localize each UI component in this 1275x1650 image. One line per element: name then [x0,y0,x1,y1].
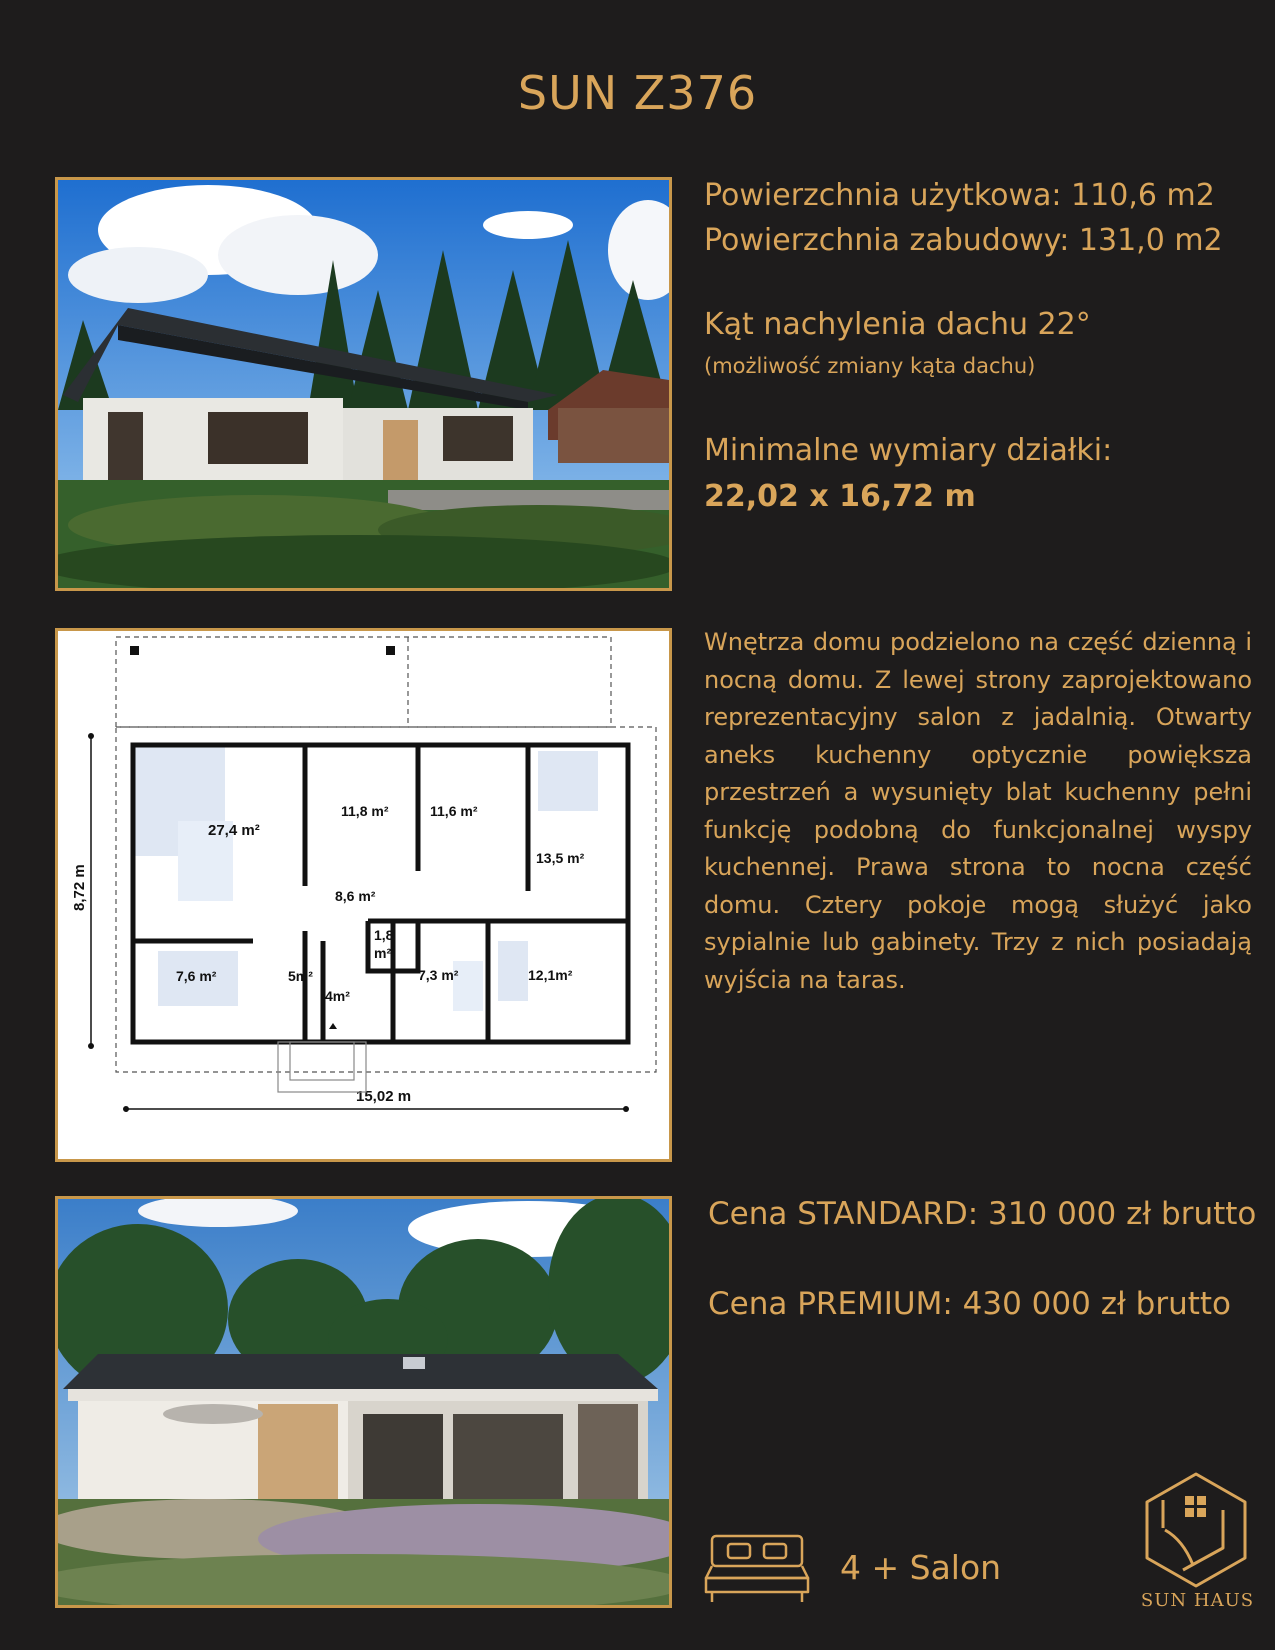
price-premium: Cena PREMIUM: 430 000 zł brutto [708,1286,1231,1322]
roof-angle-note: (możliwość zmiany kąta dachu) [704,354,1036,378]
house-front-photo [55,177,672,591]
built-area: Powierzchnia zabudowy: 131,0 m2 [704,223,1223,258]
room-area-4: 12,1m² [528,967,573,983]
room-area-hall: 8,6 m² [335,888,376,904]
plot-label: Minimalne wymiary działki: [704,433,1113,468]
rooms-count: 4 + Salon [840,1548,1002,1587]
room-area-pantry: 5m² [288,968,313,984]
house-logo-icon [1143,1470,1249,1590]
room-area-3: 13,5 m² [536,850,585,866]
house-back-photo [55,1196,672,1608]
roof-angle: Kąt nachylenia dachu 22° [704,307,1091,342]
plan-width-dimension: 15,02 m [356,1088,412,1105]
bed-icon [704,1532,810,1604]
room-area-salon: 27,4 m² [208,822,260,839]
room-area-1: 11,8 m² [341,803,389,819]
usable-area: Powierzchnia użytkowa: 110,6 m2 [704,178,1215,213]
room-area-bath: 7,3 m² [418,967,459,983]
plan-depth-dimension: 8,72 m [71,864,88,911]
plot-dimensions: 22,02 x 16,72 m [704,479,976,514]
room-area-vestibule: 4m² [325,988,350,1004]
room-area-kitchen: 7,6 m² [176,968,217,984]
description: Wnętrza domu podzielono na część dzienną i nocną domu. Z lewej strony zaprojektowano reprezentacyjny salon z jadalnią. Otwarty aneks kuchenny optycznie powiększa przestrzeń a wysunięty blat kuchenny pełni funkcję podobną do funkcjonalnej wyspy kuchennej. Prawa strona to nocna część domu. Cztery pokoje mogą służyć jako sypialnie lub gabinety. Trzy z nich posiadają wyjścia na taras. [704,628,1252,994]
room-area-wc: 1,8 [374,927,394,943]
floor-plan [55,628,672,1162]
price-standard: Cena STANDARD: 310 000 zł brutto [708,1196,1257,1232]
room-area-2: 11,6 m² [430,803,478,819]
brand-name: SUN HAUS [1140,1590,1255,1611]
page-title: SUN Z376 [517,66,758,120]
room-area-wc-unit: m² [374,945,392,961]
